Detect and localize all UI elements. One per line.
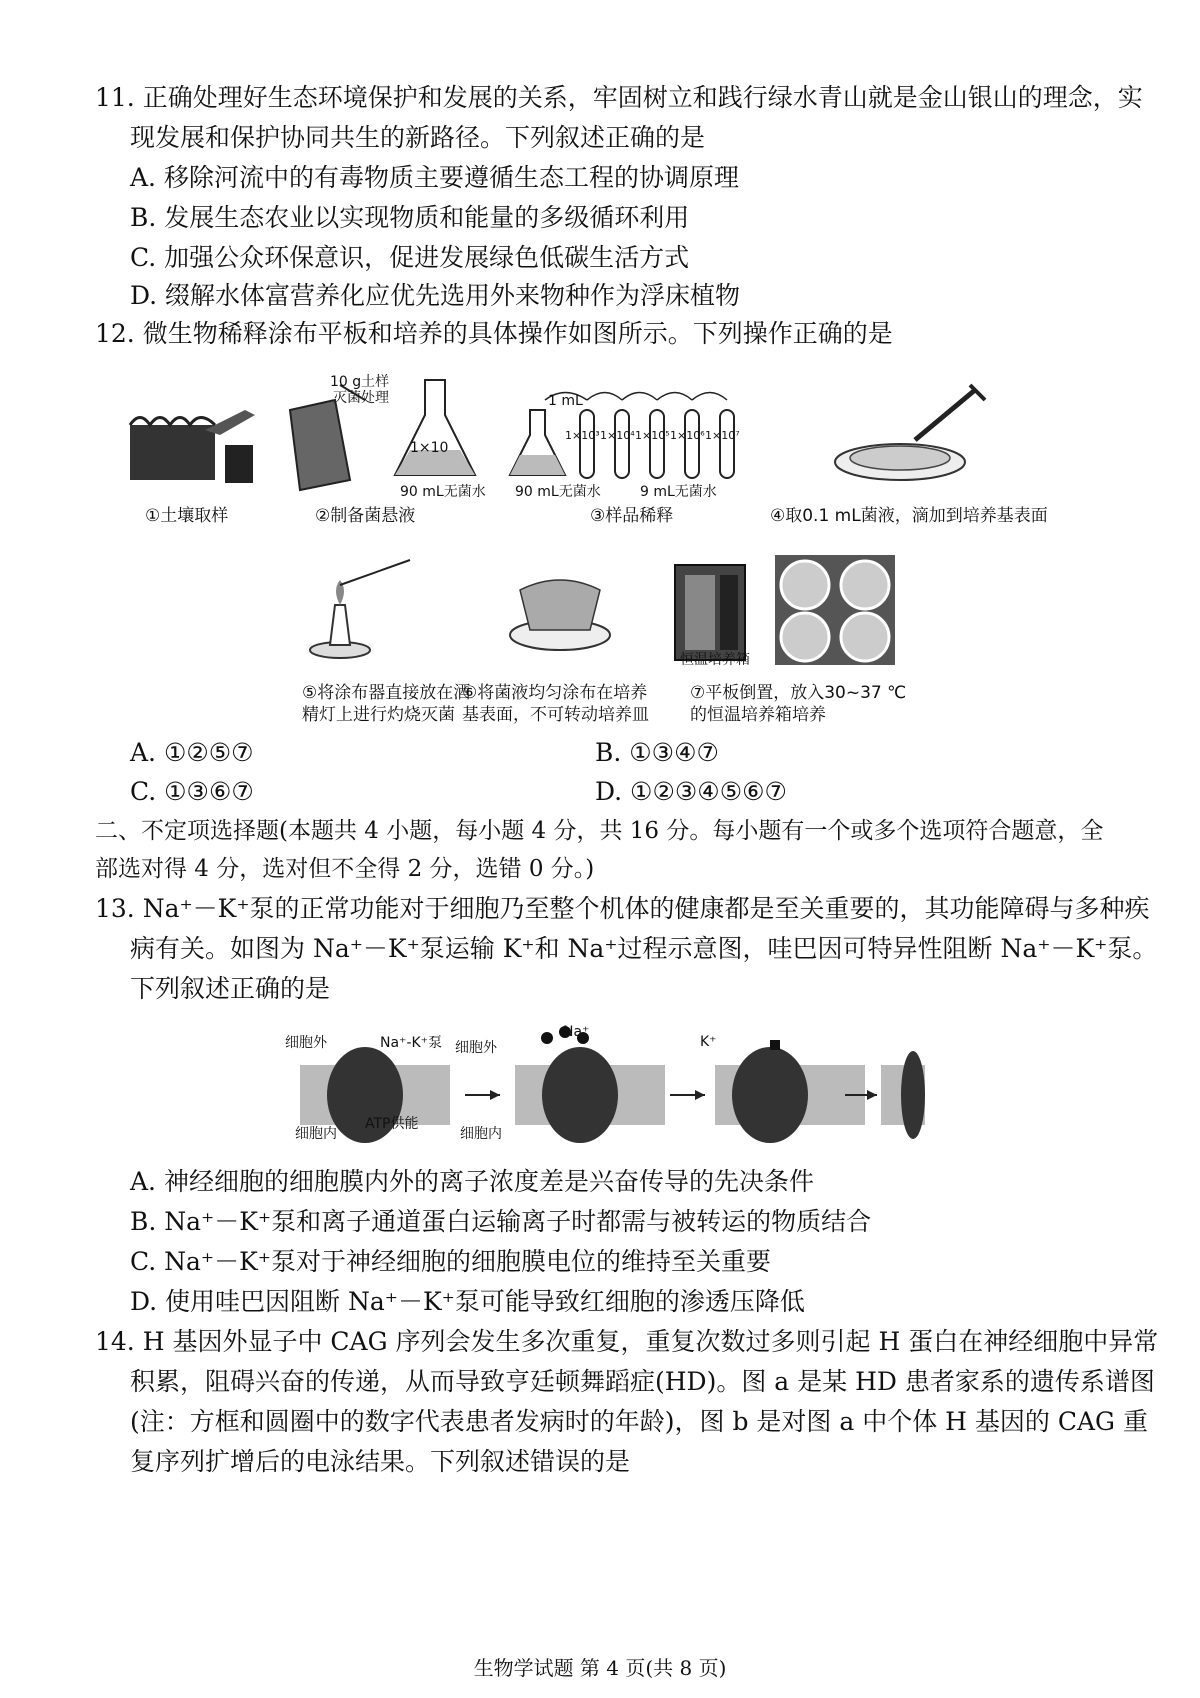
label-1ml: 1 mL	[548, 393, 583, 409]
pump-stage-4	[881, 1051, 925, 1139]
caption-step3: ③样品稀释	[590, 506, 674, 526]
label-sterilize: 灭菌处理	[333, 390, 389, 406]
label-inside-a: 细胞内	[295, 1126, 337, 1142]
caption-step2: ②制备菌悬液	[315, 506, 416, 526]
plates-photo	[775, 555, 895, 665]
label-outside-a: 细胞外	[285, 1035, 327, 1051]
section2-header-line1: 二、不定项选择题(本题共 4 小题，每小题 4 分，共 16 分。每小题有一个或多个选项符合题意，全	[95, 818, 1104, 844]
label-k: K⁺	[700, 1034, 717, 1050]
label-tube-5: 1×10⁷	[705, 429, 740, 442]
q13-option-c: C. Na⁺－K⁺泵对于神经细胞的细胞膜电位的维持至关重要	[130, 1247, 771, 1276]
caption-step4: ④取0.1 mL菌液，滴加到培养基表面	[770, 506, 1048, 526]
label-soil-10g: 10 g土样	[330, 374, 390, 390]
label-flask-dilution: 1×10	[410, 440, 449, 456]
q11-option-d: D. 缀解水体富营养化应优先选用外来物种作为浮床植物	[130, 281, 741, 310]
section2-header-line2: 部选对得 4 分，选对但不全得 2 分，选错 0 分。)	[95, 856, 595, 882]
q14-stem-line3: (注：方框和圆圈中的数字代表患者发病时的年龄)，图 b 是对图 a 中个体 H 基因的 CAG 重	[130, 1407, 1148, 1436]
pump-stage-3	[715, 1040, 865, 1143]
label-atp: ATP供能	[365, 1116, 419, 1132]
label-tube-2: 1×10⁴	[600, 429, 635, 442]
q12-figure-row2	[290, 550, 920, 670]
label-tube-1: 1×10³	[565, 429, 600, 442]
incubator-illustration	[675, 565, 745, 660]
label-tube-3: 1×10⁵	[635, 429, 670, 442]
caption-step5-line1: ⑤将涂布器直接放在酒	[302, 683, 471, 703]
soil-sample-illustration	[130, 410, 255, 483]
q14-stem-line1: 14. H 基因外显子中 CAG 序列会发生多次重复，重复次数过多则引起 H 蛋白在神经细胞中异常	[95, 1327, 1159, 1356]
q14-stem-line4: 复序列扩增后的电泳结果。下列叙述错误的是	[130, 1447, 631, 1476]
label-water-90-b: 90 mL无菌水	[515, 484, 601, 500]
q13-stem-line1: 13. Na⁺－K⁺泵的正常功能对于细胞乃至整个机体的健康都是至关重要的，其功能障碍与多种疾	[95, 894, 1150, 923]
caption-step7-line2: 的恒温培养箱培养	[690, 705, 826, 725]
q11-option-b: B. 发展生态农业以实现物质和能量的多级循环利用	[130, 203, 690, 232]
caption-step7-line1: ⑦平板倒置，放入30~37 ℃	[690, 683, 907, 703]
label-na: Na⁺	[563, 1024, 590, 1040]
pipette-plate-illustration	[835, 385, 985, 480]
q13-option-d: D. 使用哇巴因阻断 Na⁺－K⁺泵可能导致红细胞的渗透压降低	[130, 1287, 805, 1316]
q11-option-c: C. 加强公众环保意识，促进发展绿色低碳生活方式	[130, 243, 690, 272]
q13-stem-line3: 下列叙述正确的是	[130, 974, 331, 1003]
q11-option-a: A. 移除河流中的有毒物质主要遵循生态工程的协调原理	[130, 163, 739, 192]
spreading-illustration	[510, 580, 610, 650]
q13-option-a: A. 神经细胞的细胞膜内外的离子浓度差是兴奋传导的先决条件	[130, 1167, 814, 1196]
q12-option-d: D. ①②③④⑤⑥⑦	[595, 777, 787, 806]
q11-stem-line1: 11. 正确处理好生态环境保护和发展的关系，牢固树立和践行绿水青山就是金山银山的理念，实	[95, 83, 1143, 112]
flame-illustration	[310, 560, 410, 658]
label-inside-b: 细胞内	[460, 1126, 502, 1142]
pump-stage-2	[515, 1026, 665, 1143]
caption-step6-line1: ⑥将菌液均匀涂布在培养	[462, 683, 648, 703]
q12-option-c: C. ①③⑥⑦	[130, 777, 254, 806]
q13-option-b: B. Na⁺－K⁺泵和离子通道蛋白运输离子时都需与被转运的物质结合	[130, 1207, 872, 1236]
label-tube-4: 1×10⁶	[670, 429, 705, 442]
q14-stem-line2: 积累，阻碍兴奋的传递，从而导致亨廷顿舞蹈症(HD)。图 a 是某 HD 患者家系的遗传系谱图	[130, 1367, 1155, 1396]
q12-stem: 12. 微生物稀释涂布平板和培养的具体操作如图所示。下列操作正确的是	[95, 319, 893, 348]
label-incubator: 恒温培养箱	[680, 652, 750, 668]
caption-step1: ①土壤取样	[145, 506, 229, 526]
q11-stem-line2: 现发展和保护协同共生的新路径。下列叙述正确的是	[130, 123, 706, 152]
q12-option-a: A. ①②⑤⑦	[130, 738, 254, 767]
label-water-90-a: 90 mL无菌水	[400, 484, 486, 500]
page-footer: 生物学试题 第 4 页(共 8 页)	[473, 1656, 727, 1680]
q12-option-b: B. ①③④⑦	[595, 738, 719, 767]
label-outside-b: 细胞外	[455, 1040, 497, 1056]
label-pump: Na⁺-K⁺泵	[380, 1035, 443, 1051]
caption-step5-line2: 精灯上进行灼烧灭菌	[302, 705, 455, 725]
label-water-9: 9 mL无菌水	[640, 484, 717, 500]
q13-stem-line2: 病有关。如图为 Na⁺－K⁺泵运输 K⁺和 Na⁺过程示意图，哇巴因可特异性阻断 Na⁺－K⁺泵。	[130, 934, 1158, 963]
caption-step6-line2: 基表面，不可转动培养皿	[462, 705, 649, 725]
